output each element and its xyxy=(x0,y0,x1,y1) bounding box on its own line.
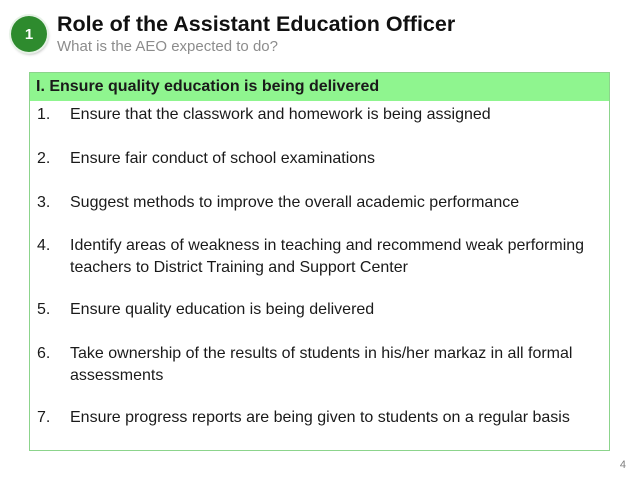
list-item-number: 2. xyxy=(37,150,51,167)
list-item xyxy=(30,104,590,126)
list-item xyxy=(30,235,590,279)
list-item-text: Identify areas of weakness in teaching and recommend weak performing teachers to District Training and Support Center xyxy=(70,237,585,276)
section-number-badge: 1 xyxy=(11,16,47,52)
list-item xyxy=(30,407,590,429)
list-item-text: Ensure quality education is being delivered xyxy=(70,301,375,318)
list-item-number: 5. xyxy=(37,301,51,318)
slide-title: Role of the Assistant Education Officer xyxy=(57,12,456,36)
list-item-text: Take ownership of the results of students in his/her markaz in all formal assessments xyxy=(70,345,573,384)
list-item-number: 7. xyxy=(37,409,51,426)
list-item xyxy=(30,148,590,170)
page-number: 4 xyxy=(619,459,626,471)
list-item-text: Ensure progress reports are being given to students on a regular basis xyxy=(70,409,570,426)
list-item xyxy=(30,343,590,387)
slide-subtitle: What is the AEO expected to do? xyxy=(57,38,278,55)
section-header: I. Ensure quality education is being delivered xyxy=(30,73,609,101)
list-item-number: 4. xyxy=(37,237,51,254)
list-item xyxy=(30,299,590,321)
content-box xyxy=(29,72,610,451)
list-item-number: 6. xyxy=(37,345,51,362)
list-item-number: 1. xyxy=(37,106,51,123)
list-item-number: 3. xyxy=(37,194,51,211)
list-item-text: Suggest methods to improve the overall academic performance xyxy=(70,194,520,211)
list-item-text: Ensure that the classwork and homework is being assigned xyxy=(70,106,491,123)
list-item-text: Ensure fair conduct of school examinations xyxy=(70,150,376,167)
list-item xyxy=(30,192,590,214)
